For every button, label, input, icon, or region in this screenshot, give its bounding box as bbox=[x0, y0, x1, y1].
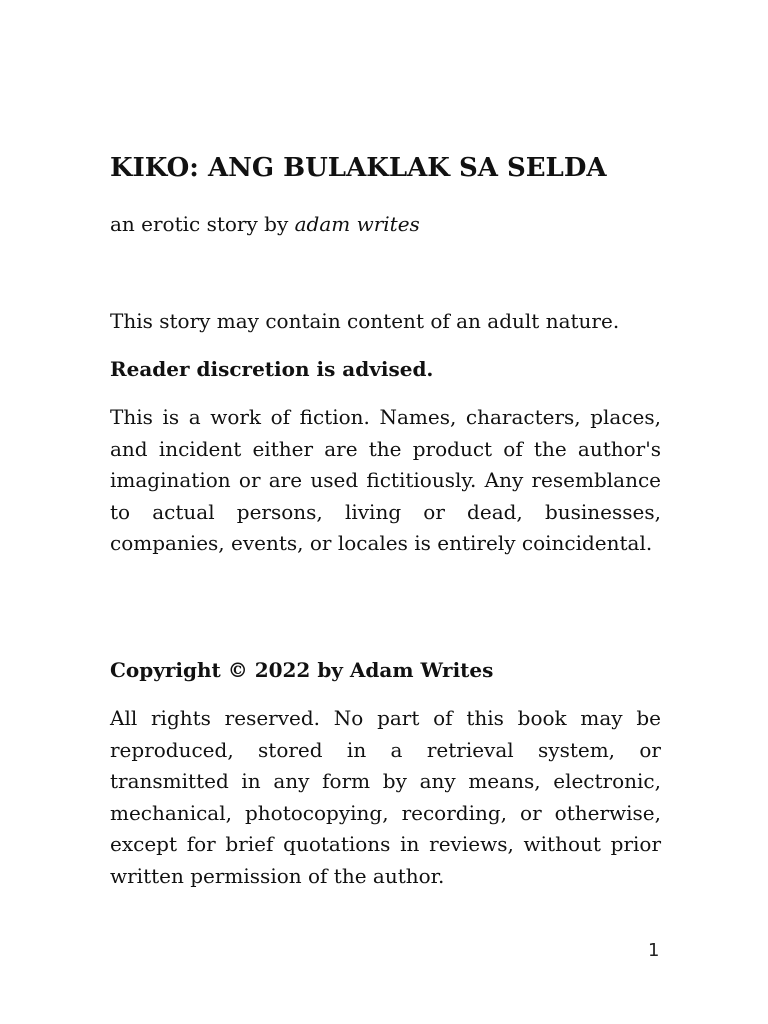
book-title: KIKO: ANG BULAKLAK SA SELDA bbox=[110, 153, 607, 183]
byline bbox=[110, 212, 420, 236]
byline-prefix: an erotic story by bbox=[110, 212, 295, 236]
page-number: 1 bbox=[648, 940, 660, 961]
document-page bbox=[110, 0, 661, 1024]
discretion-notice: Reader discretion is advised. bbox=[110, 357, 434, 381]
content-warning: This story may contain content of an adult nature. bbox=[110, 309, 620, 333]
rights-notice: All rights reserved. No part of this book may be reproduced, stored in a retrieval system, or transmitted in any form by any means, electronic, mechanical, photocopying, recording, or otherwise, except for brief quotations in reviews, without prior written permission of the author. bbox=[110, 706, 661, 888]
fiction-disclaimer: This is a work of fiction. Names, characters, places, and incident either are the product of the author's imagination or are used fictitiously. Any resemblance to actual persons, living or dead, businesses, companies, events, or locales is entirely coincidental. bbox=[110, 405, 661, 555]
byline-author: adam writes bbox=[294, 212, 420, 236]
copyright-line: Copyright © 2022 by Adam Writes bbox=[110, 658, 494, 682]
